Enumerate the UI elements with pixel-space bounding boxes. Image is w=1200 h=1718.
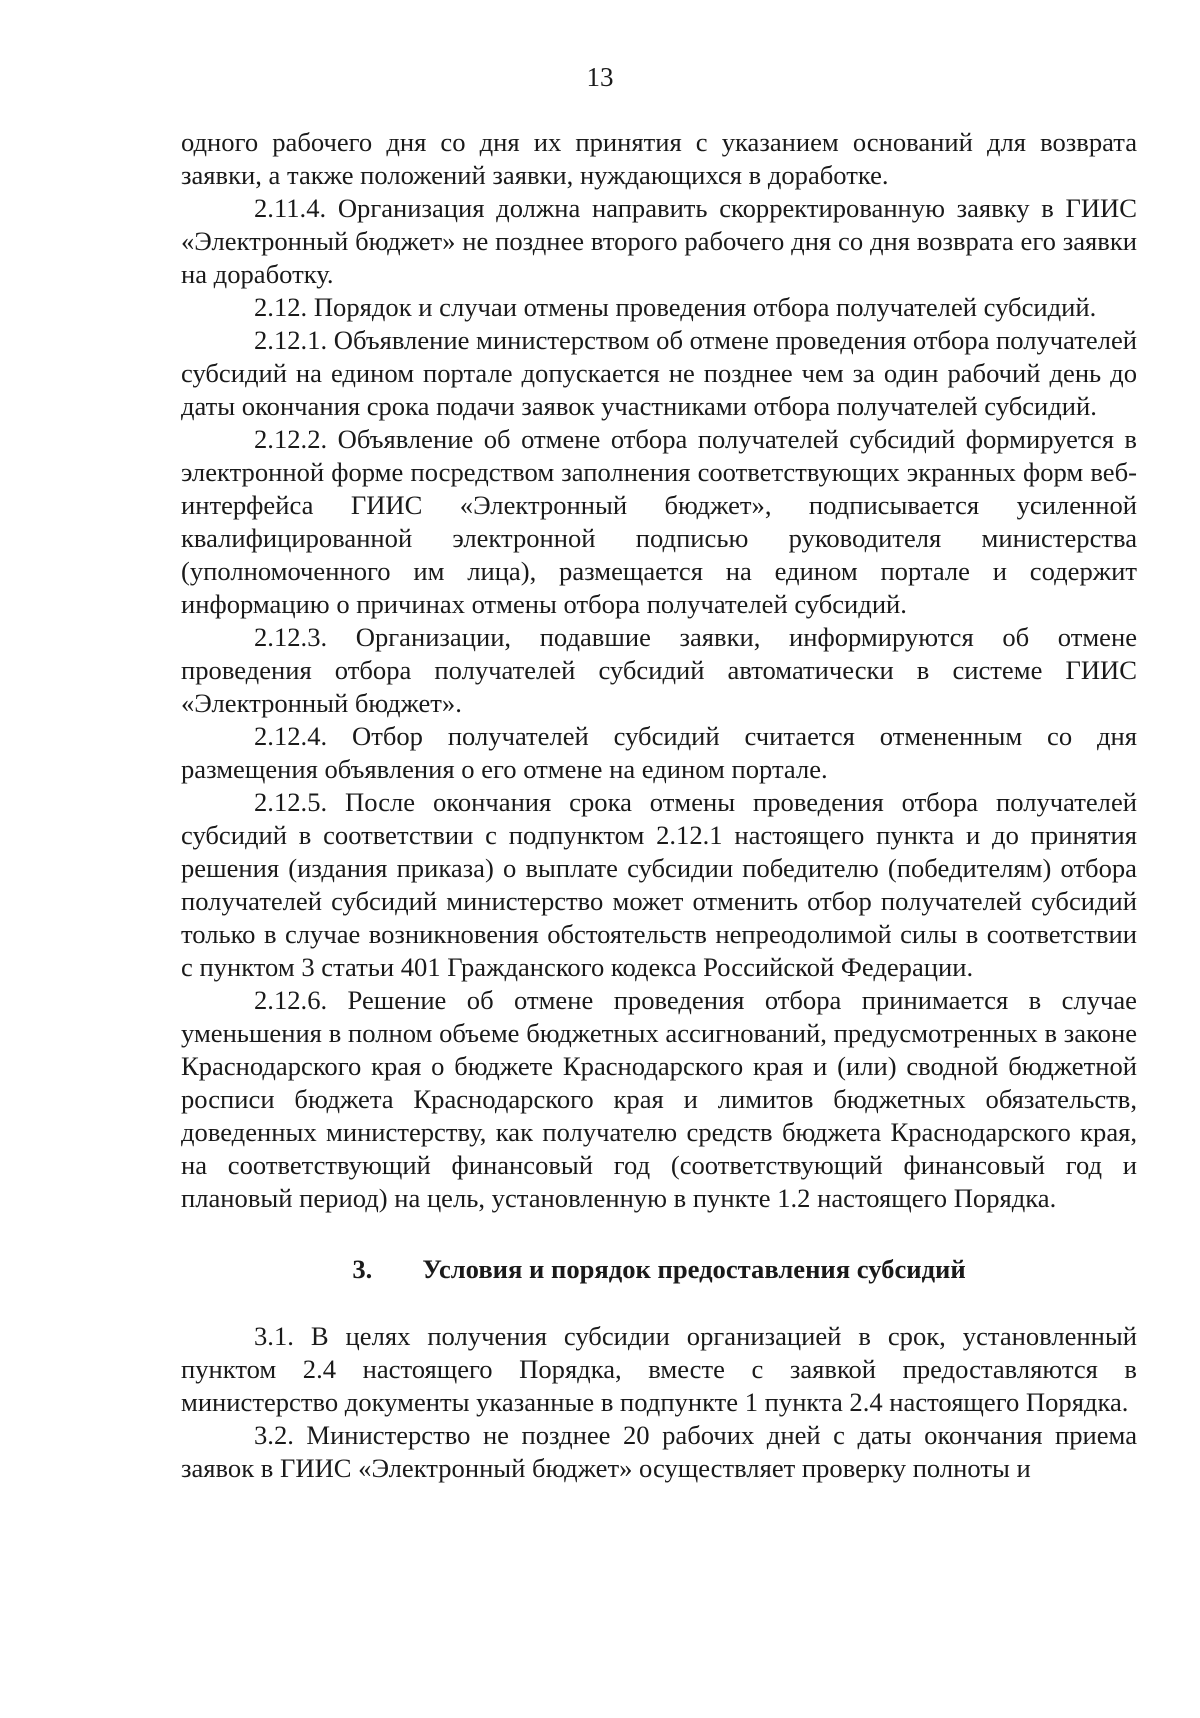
- paragraph-2-12: 2.12. Порядок и случаи отмены проведения отбора получателей субсидий.: [254, 292, 1097, 322]
- section-number: 3.: [352, 1254, 373, 1284]
- page-number: 13: [586, 62, 614, 92]
- section-heading: [181, 1253, 1137, 1286]
- paragraph-2-12-3: 2.12.3. Организации, подавшие заявки, информируются об отмене проведения отбора получателей субсидий автоматически в системе ГИИС «Электронный бюджет».: [181, 622, 1137, 718]
- paragraph-2-12-6: 2.12.6. Решение об отмене проведения отбора принимается в случае уменьшения в полном объеме бюджетных ассигнований, предусмотренных в законе Краснодарского края о бюджете Краснодарского края и (или) сводной бюджетной росписи бюджета Краснодарского края и лимитов бюджетных обязательств, доведенных министерству, как получателю средств бюджета Краснодарского края, на соответствующий финансовый год (соответствующий финансовый год и плановый период) на цель, установленную в пункте 1.2 настоящего Порядка.: [181, 985, 1137, 1213]
- document-body: [181, 126, 1137, 1485]
- paragraph-continuation: одного рабочего дня со дня их принятия с указанием оснований для возврата заявки, а также положений заявки, нуждающихся в доработке.: [181, 127, 1137, 190]
- paragraph-3-1: 3.1. В целях получения субсидии организацией в срок, установленный пунктом 2.4 настоящего Порядка, вместе с заявкой предоставляются в министерство документы указанные в подпункте 1 пункта 2.4 настоящего Порядка.: [181, 1321, 1137, 1417]
- paragraph-2-11-4: 2.11.4. Организация должна направить скорректированную заявку в ГИИС «Электронный бюджет» не позднее второго рабочего дня со дня возврата его заявки на доработку.: [181, 193, 1137, 289]
- paragraph-3-2: 3.2. Министерство не позднее 20 рабочих дней с даты окончания приема заявок в ГИИС «Электронный бюджет» осуществляет проверку полноты и: [181, 1420, 1137, 1483]
- paragraph-2-12-4: 2.12.4. Отбор получателей субсидий считается отмененным со дня размещения объявления о его отмене на едином портале.: [181, 721, 1137, 784]
- paragraph-2-12-1: 2.12.1. Объявление министерством об отмене проведения отбора получателей субсидий на едином портале допускается не позднее чем за один рабочий день до даты окончания срока подачи заявок участниками отбора получателей субсидий.: [181, 325, 1137, 421]
- paragraph-2-12-5: 2.12.5. После окончания срока отмены проведения отбора получателей субсидий в соответствии с подпунктом 2.12.1 настоящего пункта и до принятия решения (издания приказа) о выплате субсидии победителю (победителям) отбора получателей субсидий министерство может отменить отбор получателей субсидий только в случае возникновения обстоятельств непреодолимой силы в соответствии с пунктом 3 статьи 401 Гражданского кодекса Российской Федерации.: [181, 787, 1137, 982]
- section-title: Условия и порядок предоставления субсидий: [422, 1254, 966, 1284]
- paragraph-2-12-2: 2.12.2. Объявление об отмене отбора получателей субсидий формируется в электронной форме посредством заполнения соответствующих экранных форм веб-интерфейса ГИИС «Электронный бюджет», подписывается усиленной квалифицированной электронной подписью руководителя министерства (уполномоченного им лица), размещается на едином портале и содержит информацию о причинах отмены отбора получателей субсидий.: [181, 424, 1137, 619]
